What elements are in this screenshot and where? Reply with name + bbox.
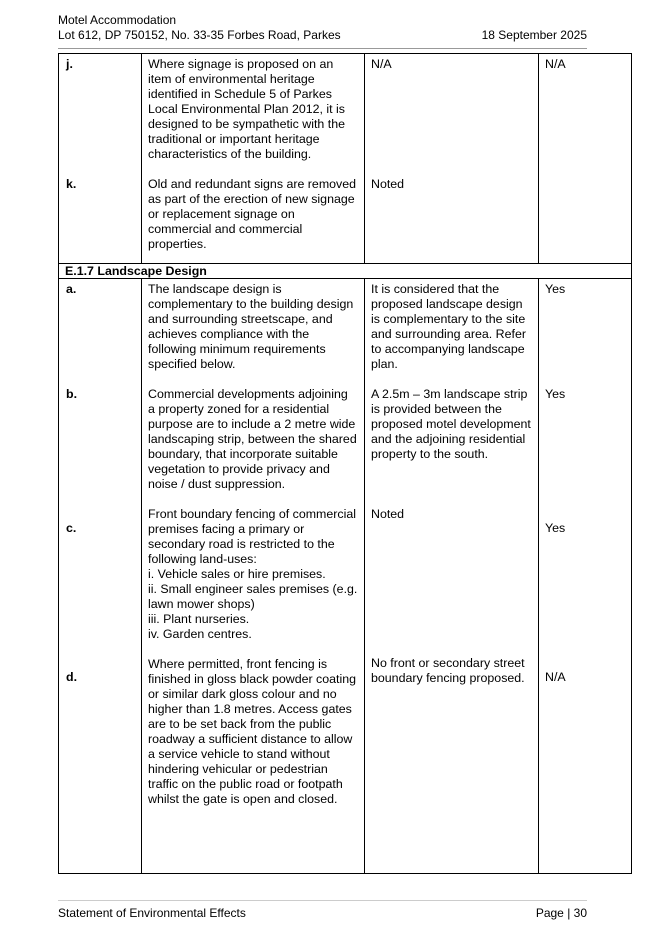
compliance-value: N/A [545, 670, 566, 684]
compliance-value: Yes [545, 387, 566, 401]
site-address: Lot 612, DP 750152, No. 33-35 Forbes Road, Parkes [58, 28, 341, 42]
comment-text: It is considered that the proposed landscape design is complementary to the site and surrounding area. Refer to accompanying landscape plan. [371, 282, 526, 371]
comment-text: N/A [371, 57, 392, 71]
table-row [59, 279, 632, 874]
compliance-value: Yes [545, 282, 566, 296]
row-label: b. [66, 387, 78, 401]
comment-text: Noted [371, 177, 405, 191]
compliance-value: N/A [545, 57, 566, 71]
requirement-cell [142, 54, 365, 264]
page-footer [58, 906, 587, 920]
requirement-text: Front boundary fencing of commercial premises facing a primary or secondary road is restricted to the following land-uses: i. Vehicle sales or hire premises. ii. Small engineer sales premises (e.g. lawn mower shops) iii. Plant nurseries. iv. Garden centres. [148, 507, 358, 641]
requirement-text: The landscape design is complementary to the building design and surrounding streetscape, and achieves compliance with the following minimum requirements specified below. [148, 282, 354, 371]
row-label: j. [66, 57, 73, 71]
comment-cell [365, 54, 539, 264]
document-project-title: Motel Accommodation [58, 13, 177, 27]
comment-text: A 2.5m – 3m landscape strip is provided between the proposed motel development and the adjoining residential property to the south. [371, 387, 531, 461]
requirements-table [58, 53, 632, 874]
document-date: 18 September 2025 [481, 28, 587, 42]
requirement-text: Commercial developments adjoining a property zoned for a residential purpose are to include a 2 metre wide landscaping strip, between the shared boundary, that incorporate suitable vegetation to provide privacy and noise / dust suppression. [148, 387, 357, 491]
requirement-text: Old and redundant signs are removed as part of the erection of new signage or replacement signage on commercial and commercial properties. [148, 177, 357, 251]
label-cell [59, 279, 142, 874]
requirement-text: Where signage is proposed on an item of environmental heritage identified in Schedule 5 of Parkes Local Environmental Plan 2012, it is designed to be sympathetic with the traditional or important heritage characteristics of the building. [148, 57, 345, 161]
requirement-text: Where permitted, front fencing is finished in gloss black powder coating or similar dark gloss colour and no higher than 1.8 metres. Access gates are to be set back from the public roadway a sufficient distance to allow a service vehicle to stand without hindering vehicular or pedestrian traffic on the public road or footpath whilst the gate is open and closed. [148, 657, 357, 806]
header-divider [58, 48, 587, 49]
comment-text: No front or secondary street boundary fencing proposed. [371, 656, 525, 685]
comment-text: Noted [371, 507, 405, 521]
row-label: a. [66, 282, 77, 296]
row-label: k. [66, 177, 77, 191]
compliance-cell [539, 279, 632, 874]
footer-divider [58, 900, 587, 901]
page-number: Page | 30 [535, 906, 587, 920]
footer-document-title: Statement of Environmental Effects [58, 906, 246, 920]
requirement-cell [142, 279, 365, 874]
section-heading: E.1.7 Landscape Design [59, 264, 632, 279]
compliance-value: Yes [545, 521, 566, 535]
comment-cell [365, 279, 539, 874]
row-label: d. [66, 670, 78, 684]
row-label: c. [66, 521, 77, 535]
compliance-cell [539, 54, 632, 264]
table-row [59, 54, 632, 264]
section-heading-row [59, 264, 632, 279]
page-header [58, 13, 587, 43]
label-cell [59, 54, 142, 264]
